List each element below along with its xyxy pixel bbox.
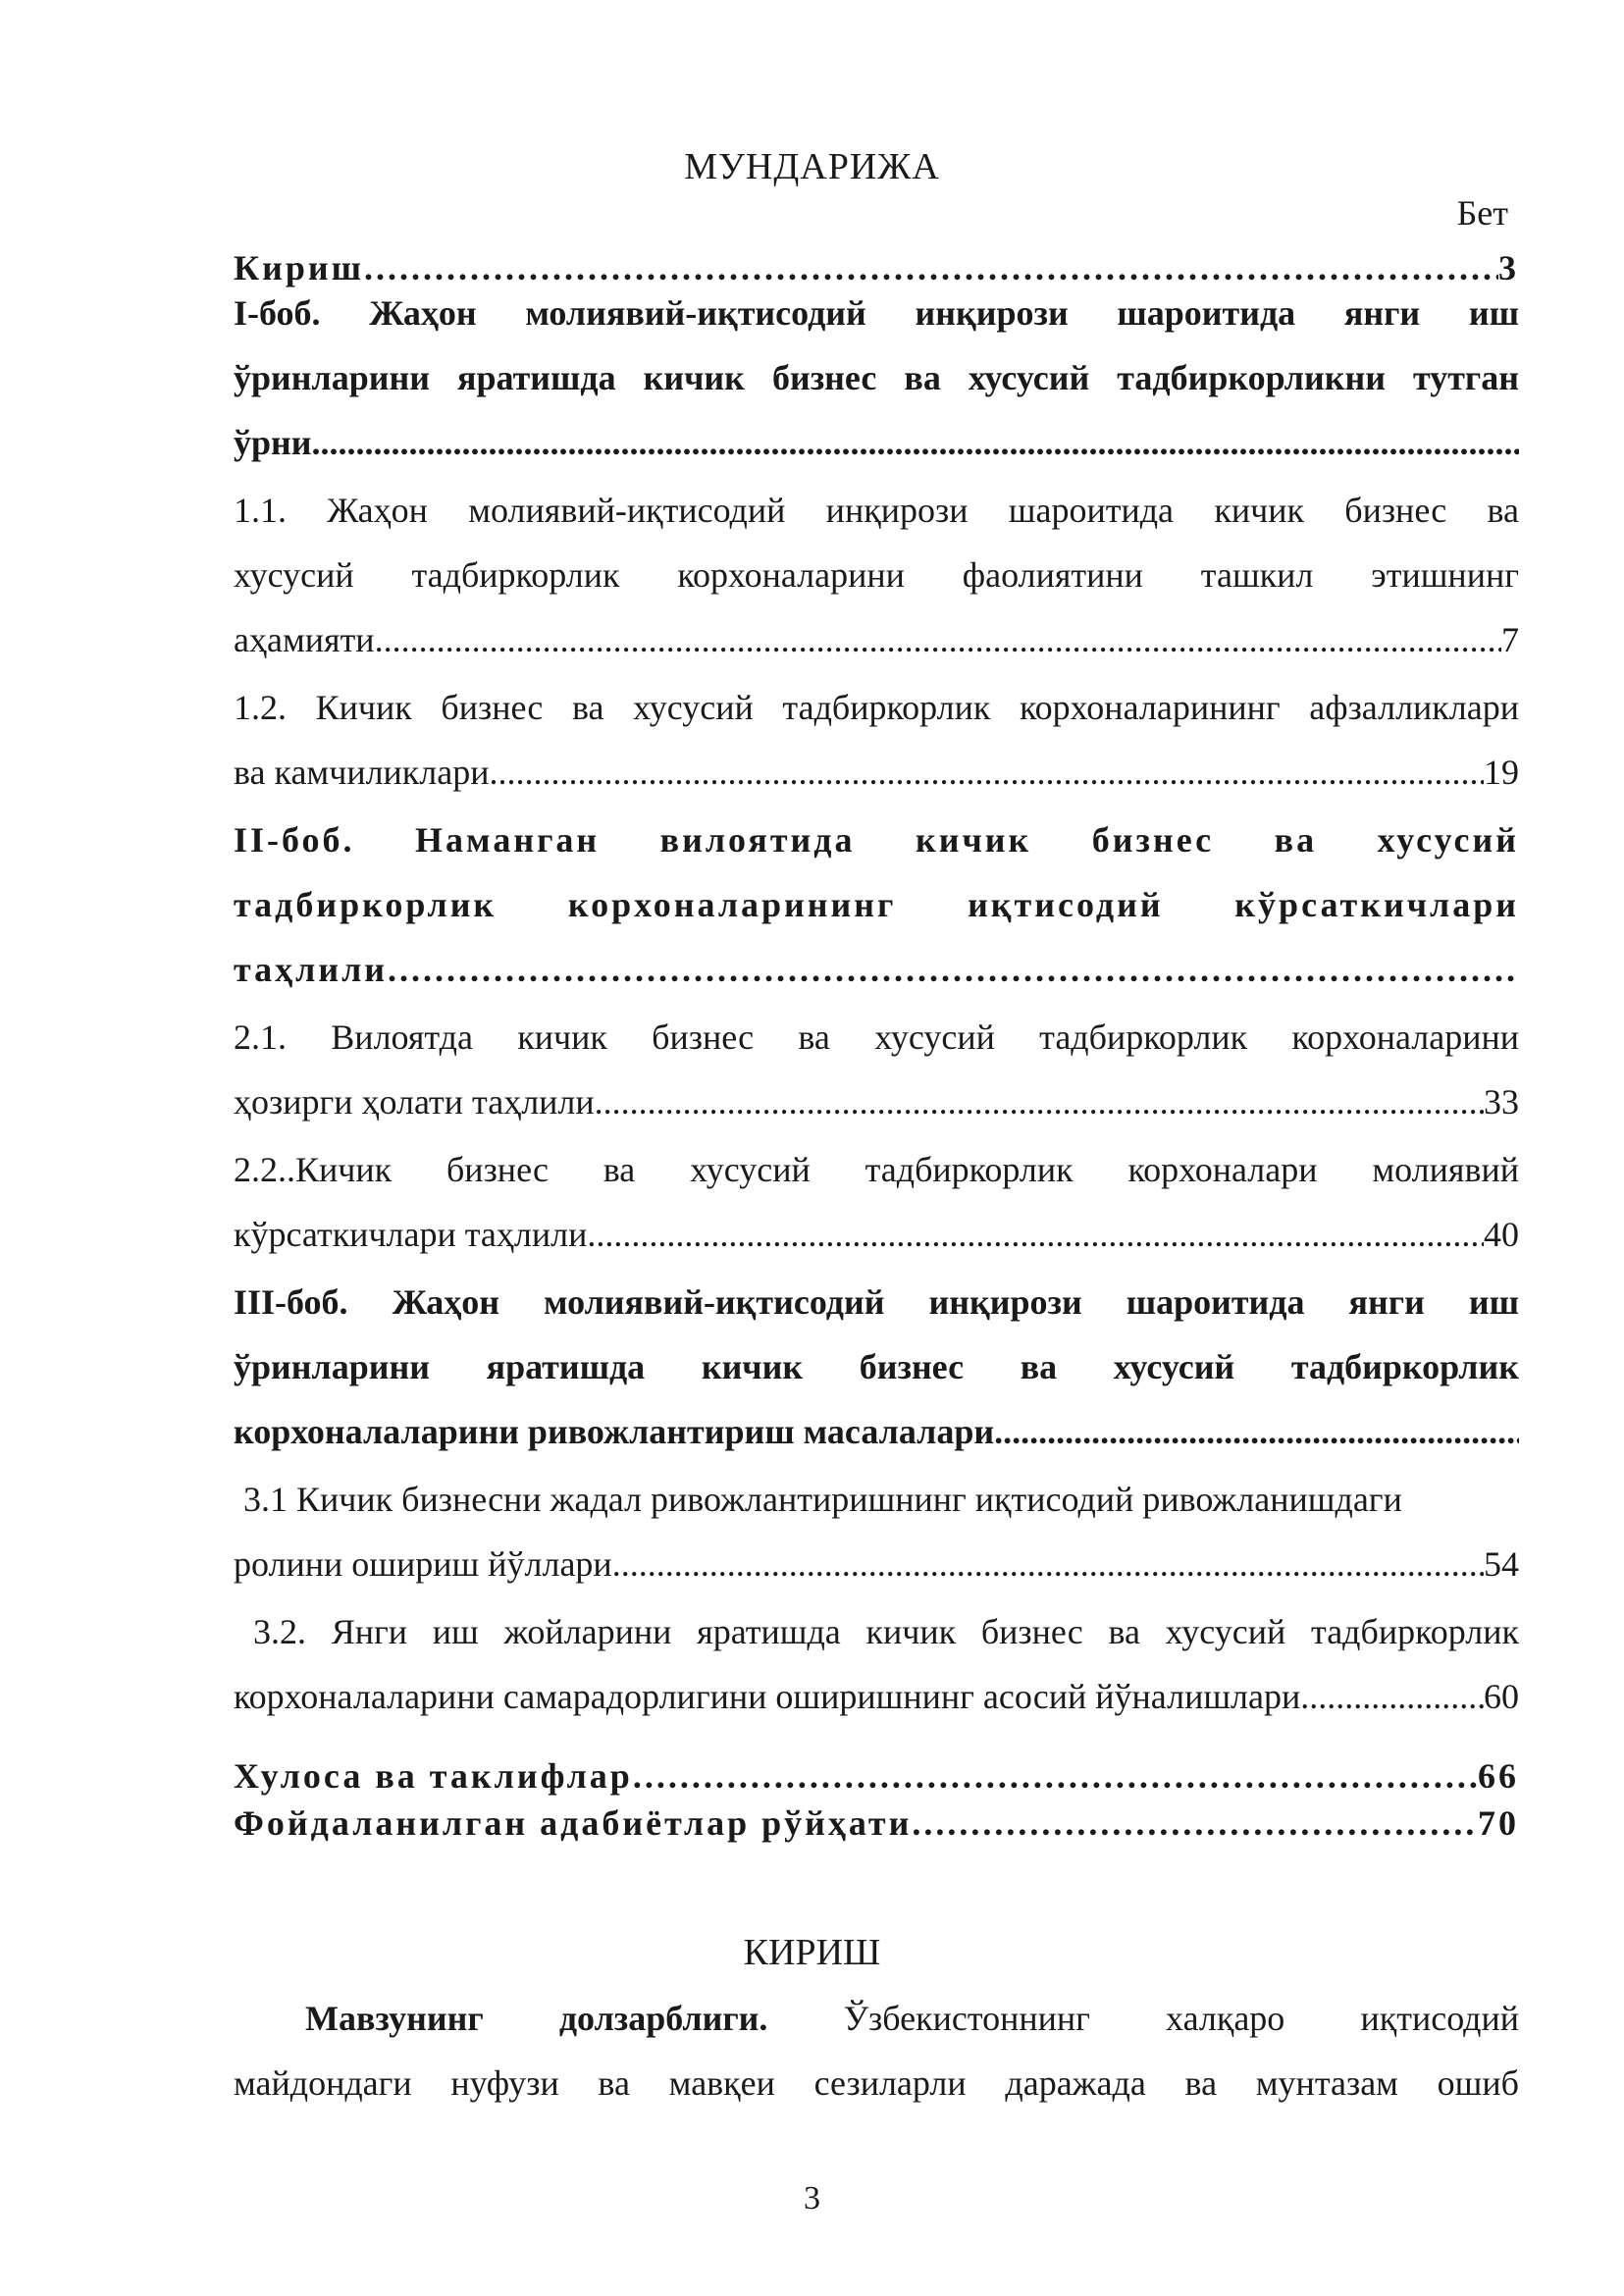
- toc-entry-text: таҳлили: [234, 950, 389, 989]
- toc-entry-text: кўрсаткичлари таҳлили: [234, 1215, 588, 1254]
- toc-s3-1-line2[interactable]: [234, 1532, 1519, 1596]
- toc-chapter1-line1[interactable]: I-боб. Жаҳон молиявий-иқтисодий инқирози шароитида янги иш: [234, 293, 1519, 333]
- intro-paragraph-line1: [305, 1986, 1519, 2051]
- leader-dots: [994, 1399, 1519, 1464]
- intro-line1-text: Ўзбекистоннинг халқаро иқтисодий: [843, 1999, 1519, 2038]
- leader-dots: [375, 607, 1501, 672]
- toc-page-number: 3: [1498, 248, 1519, 287]
- toc-chapter1-line2[interactable]: ўринларини яратишда кичик бизнес ва хусусий тадбиркорликни тутган: [234, 358, 1519, 397]
- leader-dots: [1300, 1664, 1484, 1729]
- toc-entry-text: ва камчиликлари: [234, 753, 490, 792]
- page-number: 3: [804, 2180, 820, 2217]
- intro-lead-term: Мавзунинг долзарблиги.: [305, 1999, 768, 2038]
- toc-entry-text: Фойдаланилган адабиётлар рўйҳати: [234, 1803, 913, 1843]
- toc-page-number: 66: [1478, 1756, 1519, 1796]
- toc-s1-1-line2[interactable]: хусусий тадбиркорлик корхоналарини фаолиятини ташкил этишнинг: [234, 555, 1519, 595]
- toc-page-number: 7: [1501, 620, 1519, 659]
- toc-page-number: 54: [1484, 1544, 1519, 1584]
- toc-s3-2-line2[interactable]: [234, 1664, 1519, 1729]
- toc-s1-1-line1[interactable]: 1.1. Жаҳон молиявий-иқтисодий инқирози шароитида кичик бизнес ва: [234, 491, 1519, 530]
- toc-s2-1-line1[interactable]: 2.1. Вилоятда кичик бизнес ва хусусий тадбиркорлик корхоналарини: [234, 1018, 1519, 1057]
- toc-chapter3-line2[interactable]: ўринларини яратишда кичик бизнес ва хусусий тадбиркорлик: [234, 1347, 1519, 1386]
- leader-dots: [595, 1070, 1484, 1134]
- toc-chapter2-line1[interactable]: II-боб. Наманган вилоятида кичик бизнес ва хусусий: [234, 820, 1519, 860]
- toc-chapter3-line1[interactable]: III-боб. Жаҳон молиявий-иқтисодий инқирози шароитида янги иш: [234, 1282, 1519, 1322]
- toc-entry-text: Кириш: [234, 248, 365, 287]
- toc-chapter2-line3[interactable]: [234, 937, 1519, 1002]
- toc-entry-references[interactable]: [234, 1796, 1519, 1851]
- toc-entry-text: ҳозирги ҳолати таҳлили: [234, 1082, 595, 1122]
- page-column-header: Бет: [1456, 193, 1508, 233]
- toc-page-number: 60: [1484, 1677, 1519, 1716]
- toc-s1-2-line2[interactable]: [234, 740, 1519, 805]
- toc-page-number: 70: [1478, 1803, 1519, 1843]
- leader-dots: [388, 937, 1519, 1002]
- toc-page-number: 19: [1484, 753, 1519, 792]
- toc-s2-1-line2[interactable]: [234, 1070, 1519, 1134]
- toc-s3-1-line1[interactable]: 3.1 Кичик бизнесни жадал ривожлантиришнинг иқтисодий ривожланишдаги: [243, 1480, 1402, 1519]
- toc-entry-text: корхоналаларини ривожлантириш масалалари: [234, 1412, 995, 1451]
- toc-entry-text: ўрни: [234, 423, 312, 462]
- toc-entry-text: аҳамияти: [234, 620, 375, 659]
- toc-s1-2-line1[interactable]: 1.2. Кичик бизнес ва хусусий тадбиркорлик корхоналарининг афзалликлари: [234, 688, 1519, 727]
- toc-chapter3-line3[interactable]: [234, 1399, 1519, 1464]
- toc-entry-text: ролини ошириш йўллари: [234, 1544, 612, 1584]
- toc-chapter1-line3[interactable]: [234, 410, 1519, 475]
- toc-page-number: 40: [1484, 1215, 1519, 1254]
- toc-title: МУНДАРИЖА: [684, 146, 940, 187]
- toc-chapter2-line2[interactable]: тадбиркорлик корхоналарининг иқтисодий кўрсаткичлари: [234, 885, 1519, 924]
- leader-dots: [312, 410, 1519, 475]
- intro-heading: КИРИШ: [743, 1932, 881, 1973]
- toc-s1-1-line3[interactable]: [234, 607, 1519, 672]
- toc-page-number: 33: [1484, 1082, 1519, 1122]
- leader-dots: [612, 1532, 1484, 1596]
- intro-paragraph-line2: майдондаги нуфузи ва мавқеи сезиларли даражада ва мунтазам ошиб: [234, 2063, 1519, 2103]
- toc-s3-2-line1[interactable]: 3.2. Янги иш жойларини яратишда кичик бизнес ва хусусий тадбиркорлик: [253, 1612, 1519, 1651]
- leader-dots: [587, 1202, 1484, 1267]
- toc-s2-2-line2[interactable]: [234, 1202, 1519, 1267]
- toc-entry-text: корхоналаларини самарадорлигини оширишнинг асосий йўналишлари: [234, 1677, 1301, 1716]
- leader-dots: [912, 1796, 1478, 1851]
- leader-dots: [490, 740, 1484, 805]
- toc-s2-2-line1[interactable]: 2.2..Кичик бизнес ва хусусий тадбиркорлик корхоналари молиявий: [234, 1150, 1519, 1189]
- toc-entry-text: Хулоса ва таклифлар: [234, 1756, 633, 1796]
